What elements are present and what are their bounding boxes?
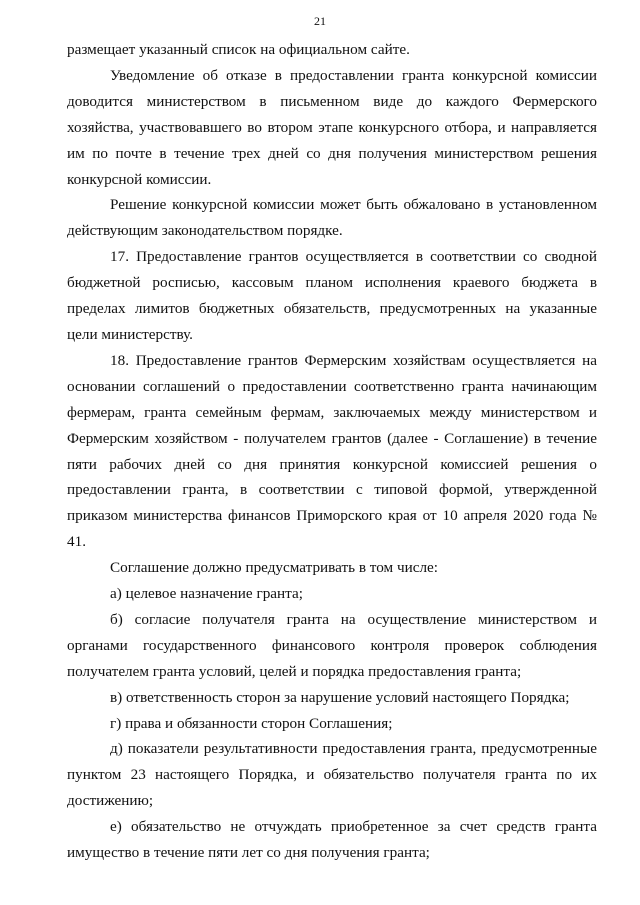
list-item-e: е) обязательство не отчуждать приобретенное за счет средств гранта имущество в течение пяти лет со дня получения гранта; <box>67 818 597 862</box>
list-item-v: в) ответственность сторон за нарушение условий настоящего Порядка; <box>110 688 570 706</box>
list-item-a: а) целевое назначение гранта; <box>110 585 303 603</box>
document-body <box>67 37 597 866</box>
paragraph-item-17: 17. Предоставление грантов осуществляется в соответствии со сводной бюджетной росписью, кассовым планом исполнения краевого бюджета в пределах лимитов бюджетных обязательств, предусмотренных на указанные цели министерству. <box>67 248 597 343</box>
paragraph-item-18: 18. Предоставление грантов Фермерским хозяйствам осуществляется на основании соглашений о предоставлении соответственно гранта начинающим фермерам, гранта семейным фермам, заключаемых между министерством и Фермерским хозяйством - получателем грантов (далее - Соглашение) в течение пяти рабочих дней со дня принятия конкурсной комиссией решения о предоставлении гранта, в соответствии с типовой формой, утвержденной приказом министерства финансов Приморского края от 10 апреля 2020 года № 41. <box>67 351 597 551</box>
paragraph-list-publication: размещает указанный список на официальном сайте. <box>67 41 410 58</box>
list-item-g: г) права и обязанности сторон Соглашения; <box>110 714 393 732</box>
paragraph-refusal-notice: Уведомление об отказе в предоставлении гранта конкурсной комиссии доводится министерством в письменном виде до каждого Фермерского хозяйства, участвовавшего во втором этапе конкурсного отбора, и направляется им по почте в течение трех дней со дня получения министерством решения конкурсной комиссии. <box>67 66 597 188</box>
list-item-b: б) согласие получателя гранта на осуществление министерством и органами государственного финансового контроля проверок соблюдения получателем гранта условий, целей и порядка предоставления гранта; <box>67 610 597 680</box>
list-item-d: д) показатели результативности предоставления гранта, предусмотренные пунктом 23 настоящего Порядка, и обязательство получателя гранта по их достижению; <box>67 740 597 810</box>
page-number: 21 <box>314 14 326 28</box>
paragraph-appeal: Решение конкурсной комиссии может быть обжаловано в установленном действующим законодательством порядке. <box>67 196 597 240</box>
paragraph-agreement-provisions: Соглашение должно предусматривать в том числе: <box>110 559 439 577</box>
